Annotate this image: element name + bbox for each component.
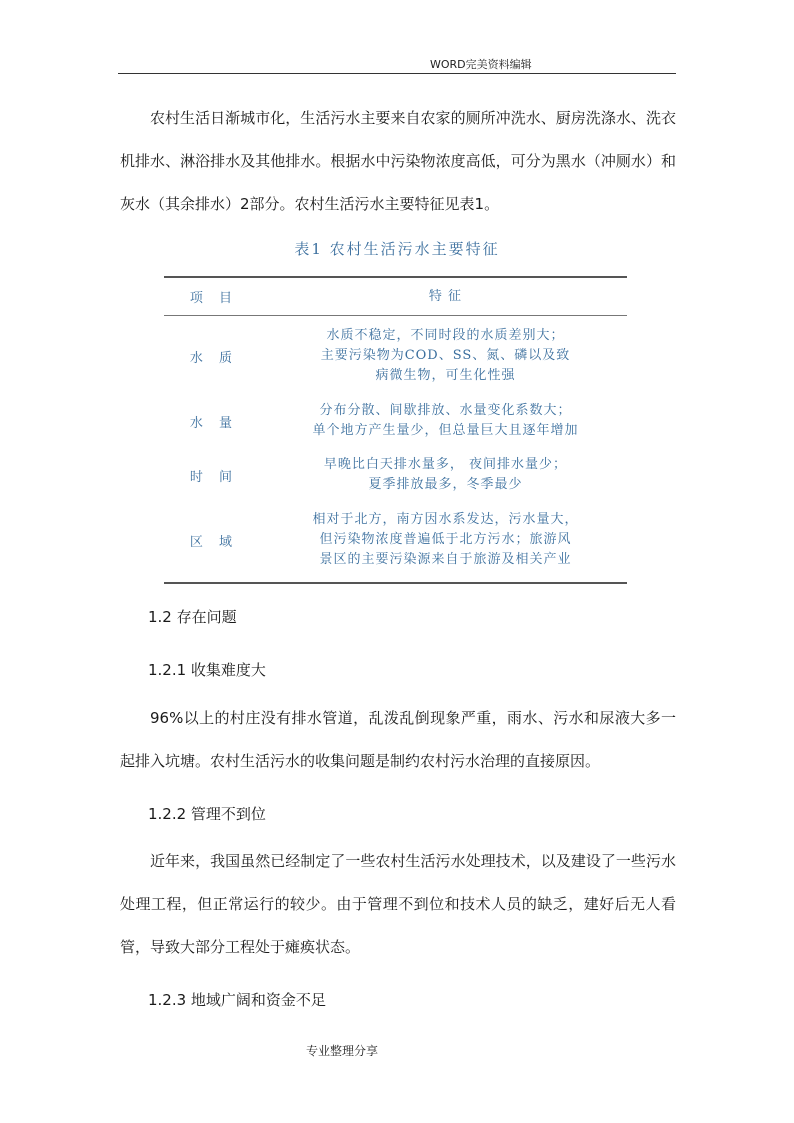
feature-line: 但污染物浓度普遍低于北方污水；旅游风 xyxy=(319,532,572,547)
section-heading: 1.2.1 收集难度大 xyxy=(148,661,266,679)
header-feature: 特 征 xyxy=(428,288,463,304)
feature-line: 水质不稳定，不同时段的水质差别大； xyxy=(326,328,565,343)
section-heading: 1.2.3 地域广阔和资金不足 xyxy=(148,991,326,1009)
row-feature xyxy=(264,455,627,495)
table-header-rule xyxy=(164,315,627,316)
feature-line: 早晚比白天排水量多， 夜间排水量少； xyxy=(323,457,568,472)
characteristics-table xyxy=(164,276,627,584)
header-item: 项 目 xyxy=(189,291,239,306)
feature-line: 分布分散、间歇排放、水量变化系数大； xyxy=(319,403,572,418)
feature-line: 夏季排放最多，冬季最少 xyxy=(368,477,523,492)
table-row xyxy=(164,508,627,572)
table-caption: 表1 农村生活污水主要特征 xyxy=(294,240,500,258)
row-item: 时 间 xyxy=(189,469,239,485)
table-row xyxy=(164,324,627,388)
feature-line: 单个地方产生量少，但总量巨大且逐年增加 xyxy=(312,423,579,438)
table-bottom-rule xyxy=(164,582,627,584)
table-header-row xyxy=(164,278,627,315)
feature-line: 病微生物，可生化性强 xyxy=(375,368,516,383)
row-item: 水 量 xyxy=(189,415,239,431)
feature-line: 相对于北方，南方因水系发达，污水量大， xyxy=(312,512,579,527)
table-row xyxy=(164,400,627,442)
row-feature xyxy=(264,401,627,441)
row-item: 水 质 xyxy=(189,350,239,366)
feature-line: 景区的主要污染源来自于旅游及相关产业 xyxy=(319,552,572,567)
feature-line: 主要污染物为COD、SS、氮、磷以及致 xyxy=(320,348,571,363)
table-row xyxy=(164,454,627,496)
row-feature xyxy=(264,326,627,386)
section-heading: 1.2 存在问题 xyxy=(148,608,237,626)
row-item: 区 域 xyxy=(189,534,239,550)
section-heading: 1.2.2 管理不到位 xyxy=(148,805,266,823)
row-feature xyxy=(264,510,627,570)
intro-paragraph: 农村生活日渐城市化，生活污水主要来自农家的厕所冲洗水、厨房洗涤水、洗衣机排水、淋浴排水及其他排水。根据水中污染物浓度高低，可分为黑水（冲厕水）和灰水（其余排水）2部分。农村生活污水主要特征见表1。 xyxy=(120,109,676,213)
header-rule xyxy=(118,73,676,74)
body-paragraph: 96%以上的村庄没有排水管道，乱泼乱倒现象严重，雨水、污水和尿液大多一起排入坑塘。农村生活污水的收集问题是制约农村污水治理的直接原因。 xyxy=(120,709,676,770)
page-footer: 专业整理分享 xyxy=(306,1044,379,1058)
page-header: WORD完美资料编辑 xyxy=(430,58,532,71)
body-paragraph: 近年来，我国虽然已经制定了一些农村生活污水处理技术，以及建设了一些污水处理工程，但正常运行的较少。由于管理不到位和技术人员的缺乏，建好后无人看管，导致大部分工程处于瘫痪状态。 xyxy=(120,852,676,956)
